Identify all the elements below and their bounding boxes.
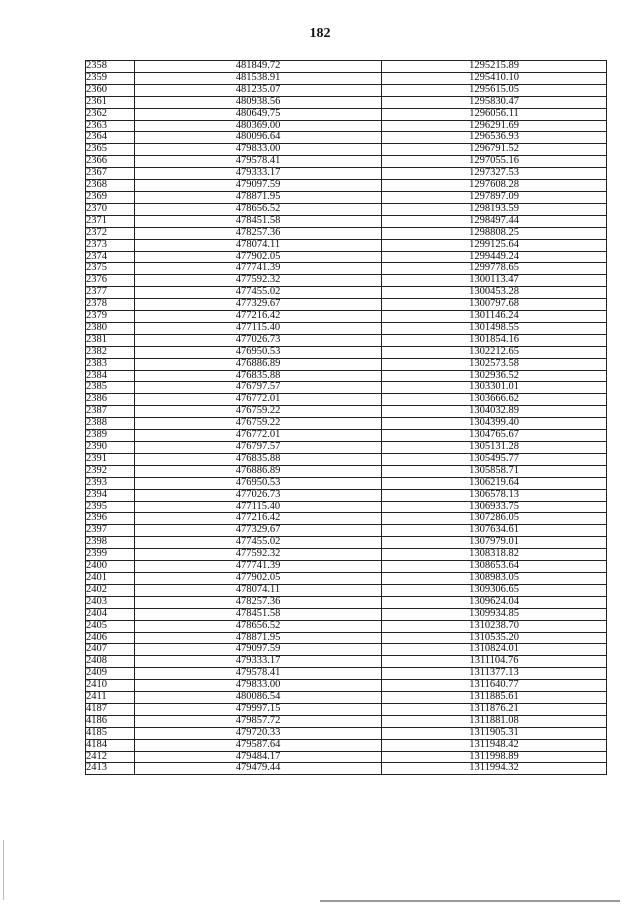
- page-edge-bottom: [320, 900, 620, 902]
- y-coordinate-cell: 1310824.01: [382, 644, 607, 656]
- x-coordinate-cell: 479587.64: [135, 739, 382, 751]
- table-row: [86, 394, 607, 406]
- point-number-cell: 2381: [86, 334, 135, 346]
- y-coordinate-cell: 1307286.05: [382, 513, 607, 525]
- page-edge-left: [3, 840, 4, 900]
- y-coordinate-cell: 1310238.70: [382, 620, 607, 632]
- y-coordinate-cell: 1306219.64: [382, 477, 607, 489]
- page-number: 182: [309, 26, 331, 41]
- point-number-cell: 2373: [86, 239, 135, 251]
- point-number-cell: 2396: [86, 513, 135, 525]
- y-coordinate-cell: 1304032.89: [382, 406, 607, 418]
- y-coordinate-cell: 1301854.16: [382, 334, 607, 346]
- table-row: [86, 108, 607, 120]
- y-coordinate-cell: 1304765.67: [382, 430, 607, 442]
- x-coordinate-cell: 481538.91: [135, 72, 382, 84]
- x-coordinate-cell: 478074.11: [135, 584, 382, 596]
- point-number-cell: 2358: [86, 61, 135, 73]
- y-coordinate-cell: 1311885.61: [382, 692, 607, 704]
- x-coordinate-cell: 479578.41: [135, 156, 382, 168]
- table-row: [86, 382, 607, 394]
- point-number-cell: 4185: [86, 727, 135, 739]
- y-coordinate-cell: 1308653.64: [382, 561, 607, 573]
- point-number-cell: 2391: [86, 453, 135, 465]
- y-coordinate-cell: 1303301.01: [382, 382, 607, 394]
- table-row: [86, 239, 607, 251]
- x-coordinate-cell: 476835.88: [135, 453, 382, 465]
- x-coordinate-cell: 479333.17: [135, 168, 382, 180]
- point-number-cell: 2401: [86, 572, 135, 584]
- x-coordinate-cell: 476772.01: [135, 430, 382, 442]
- point-number-cell: 2413: [86, 763, 135, 775]
- table-row: [86, 608, 607, 620]
- x-coordinate-cell: 478871.95: [135, 632, 382, 644]
- x-coordinate-cell: 479484.17: [135, 751, 382, 763]
- table-row: [86, 739, 607, 751]
- x-coordinate-cell: 476797.57: [135, 442, 382, 454]
- point-number-cell: 2390: [86, 442, 135, 454]
- table-row: [86, 191, 607, 203]
- table-row: [86, 668, 607, 680]
- y-coordinate-cell: 1297608.28: [382, 180, 607, 192]
- table-row: [86, 358, 607, 370]
- x-coordinate-cell: 479097.59: [135, 180, 382, 192]
- table-row: [86, 715, 607, 727]
- x-coordinate-cell: 481849.72: [135, 61, 382, 73]
- y-coordinate-cell: 1302573.58: [382, 358, 607, 370]
- point-number-cell: 2363: [86, 120, 135, 132]
- y-coordinate-cell: 1295830.47: [382, 96, 607, 108]
- table-row: [86, 299, 607, 311]
- table-row: [86, 692, 607, 704]
- y-coordinate-cell: 1295615.05: [382, 84, 607, 96]
- y-coordinate-cell: 1300453.28: [382, 287, 607, 299]
- x-coordinate-cell: 480369.00: [135, 120, 382, 132]
- y-coordinate-cell: 1308318.82: [382, 549, 607, 561]
- y-coordinate-cell: 1297327.53: [382, 168, 607, 180]
- x-coordinate-cell: 477329.67: [135, 299, 382, 311]
- x-coordinate-cell: 479833.00: [135, 680, 382, 692]
- table-row: [86, 120, 607, 132]
- point-number-cell: 2402: [86, 584, 135, 596]
- x-coordinate-cell: 477741.39: [135, 561, 382, 573]
- point-number-cell: 2389: [86, 430, 135, 442]
- y-coordinate-cell: 1299449.24: [382, 251, 607, 263]
- point-number-cell: 2371: [86, 215, 135, 227]
- y-coordinate-cell: 1309934.85: [382, 608, 607, 620]
- point-number-cell: 2379: [86, 311, 135, 323]
- table-row: [86, 168, 607, 180]
- point-number-cell: 2400: [86, 561, 135, 573]
- point-number-cell: 2374: [86, 251, 135, 263]
- point-number-cell: 2362: [86, 108, 135, 120]
- y-coordinate-cell: 1296056.11: [382, 108, 607, 120]
- point-number-cell: 2398: [86, 537, 135, 549]
- point-number-cell: 2375: [86, 263, 135, 275]
- y-coordinate-cell: 1295410.10: [382, 72, 607, 84]
- y-coordinate-cell: 1311104.76: [382, 656, 607, 668]
- table-row: [86, 311, 607, 323]
- x-coordinate-cell: 477455.02: [135, 287, 382, 299]
- y-coordinate-cell: 1311640.77: [382, 680, 607, 692]
- x-coordinate-cell: 477329.67: [135, 525, 382, 537]
- x-coordinate-cell: 477592.32: [135, 275, 382, 287]
- point-number-cell: 2404: [86, 608, 135, 620]
- y-coordinate-cell: 1298497.44: [382, 215, 607, 227]
- point-number-cell: 2407: [86, 644, 135, 656]
- point-number-cell: 2386: [86, 394, 135, 406]
- y-coordinate-cell: 1311876.21: [382, 703, 607, 715]
- x-coordinate-cell: 477216.42: [135, 311, 382, 323]
- y-coordinate-cell: 1310535.20: [382, 632, 607, 644]
- x-coordinate-cell: 479333.17: [135, 656, 382, 668]
- y-coordinate-cell: 1305495.77: [382, 453, 607, 465]
- x-coordinate-cell: 477115.40: [135, 322, 382, 334]
- table-row: [86, 251, 607, 263]
- point-number-cell: 2405: [86, 620, 135, 632]
- x-coordinate-cell: 477455.02: [135, 537, 382, 549]
- y-coordinate-cell: 1298808.25: [382, 227, 607, 239]
- point-number-cell: 2377: [86, 287, 135, 299]
- point-number-cell: 2378: [86, 299, 135, 311]
- point-number-cell: 2372: [86, 227, 135, 239]
- table-row: [86, 132, 607, 144]
- y-coordinate-cell: 1305858.71: [382, 465, 607, 477]
- point-number-cell: 2411: [86, 692, 135, 704]
- point-number-cell: 2361: [86, 96, 135, 108]
- x-coordinate-cell: 477026.73: [135, 489, 382, 501]
- table-row: [86, 501, 607, 513]
- x-coordinate-cell: 476950.53: [135, 346, 382, 358]
- y-coordinate-cell: 1306578.13: [382, 489, 607, 501]
- table-row: [86, 227, 607, 239]
- y-coordinate-cell: 1299125.64: [382, 239, 607, 251]
- point-number-cell: 2376: [86, 275, 135, 287]
- y-coordinate-cell: 1304399.40: [382, 418, 607, 430]
- coordinates-table: [85, 60, 607, 775]
- y-coordinate-cell: 1311994.32: [382, 763, 607, 775]
- point-number-cell: 2392: [86, 465, 135, 477]
- table-row: [86, 215, 607, 227]
- y-coordinate-cell: 1297897.09: [382, 191, 607, 203]
- table-row: [86, 703, 607, 715]
- y-coordinate-cell: 1296291.69: [382, 120, 607, 132]
- table-row: [86, 477, 607, 489]
- x-coordinate-cell: 477216.42: [135, 513, 382, 525]
- y-coordinate-cell: 1308983.05: [382, 572, 607, 584]
- table-row: [86, 549, 607, 561]
- table-row: [86, 751, 607, 763]
- point-number-cell: 2406: [86, 632, 135, 644]
- table-row: [86, 156, 607, 168]
- table-row: [86, 680, 607, 692]
- y-coordinate-cell: 1302212.65: [382, 346, 607, 358]
- table-row: [86, 275, 607, 287]
- x-coordinate-cell: 478257.36: [135, 227, 382, 239]
- table-row: [86, 763, 607, 775]
- point-number-cell: 2385: [86, 382, 135, 394]
- point-number-cell: 2388: [86, 418, 135, 430]
- x-coordinate-cell: 479720.33: [135, 727, 382, 739]
- y-coordinate-cell: 1306933.75: [382, 501, 607, 513]
- y-coordinate-cell: 1302936.52: [382, 370, 607, 382]
- x-coordinate-cell: 479479.44: [135, 763, 382, 775]
- y-coordinate-cell: 1311881.08: [382, 715, 607, 727]
- y-coordinate-cell: 1311998.89: [382, 751, 607, 763]
- point-number-cell: 2364: [86, 132, 135, 144]
- y-coordinate-cell: 1296791.52: [382, 144, 607, 156]
- y-coordinate-cell: 1298193.59: [382, 203, 607, 215]
- y-coordinate-cell: 1309306.65: [382, 584, 607, 596]
- x-coordinate-cell: 476797.57: [135, 382, 382, 394]
- point-number-cell: 2383: [86, 358, 135, 370]
- point-number-cell: 2399: [86, 549, 135, 561]
- y-coordinate-cell: 1303666.62: [382, 394, 607, 406]
- x-coordinate-cell: 478656.52: [135, 203, 382, 215]
- y-coordinate-cell: 1311948.42: [382, 739, 607, 751]
- y-coordinate-cell: 1301146.24: [382, 311, 607, 323]
- point-number-cell: 2384: [86, 370, 135, 382]
- point-number-cell: 4187: [86, 703, 135, 715]
- x-coordinate-cell: 479097.59: [135, 644, 382, 656]
- x-coordinate-cell: 478257.36: [135, 596, 382, 608]
- x-coordinate-cell: 476950.53: [135, 477, 382, 489]
- table-row: [86, 144, 607, 156]
- table-row: [86, 656, 607, 668]
- y-coordinate-cell: 1307634.61: [382, 525, 607, 537]
- point-number-cell: 4186: [86, 715, 135, 727]
- y-coordinate-cell: 1296536.93: [382, 132, 607, 144]
- point-number-cell: 2409: [86, 668, 135, 680]
- y-coordinate-cell: 1299778.65: [382, 263, 607, 275]
- table-row: [86, 346, 607, 358]
- x-coordinate-cell: 478451.58: [135, 608, 382, 620]
- table-row: [86, 513, 607, 525]
- x-coordinate-cell: 476772.01: [135, 394, 382, 406]
- table-row: [86, 584, 607, 596]
- x-coordinate-cell: 476835.88: [135, 370, 382, 382]
- y-coordinate-cell: 1305131.28: [382, 442, 607, 454]
- y-coordinate-cell: 1311377.13: [382, 668, 607, 680]
- point-number-cell: 2359: [86, 72, 135, 84]
- x-coordinate-cell: 476886.89: [135, 465, 382, 477]
- table-row: [86, 453, 607, 465]
- y-coordinate-cell: 1301498.55: [382, 322, 607, 334]
- table-row: [86, 489, 607, 501]
- y-coordinate-cell: 1300797.68: [382, 299, 607, 311]
- table-row: [86, 96, 607, 108]
- y-coordinate-cell: 1309624.04: [382, 596, 607, 608]
- point-number-cell: 2370: [86, 203, 135, 215]
- x-coordinate-cell: 480096.64: [135, 132, 382, 144]
- table-row: [86, 334, 607, 346]
- x-coordinate-cell: 479857.72: [135, 715, 382, 727]
- y-coordinate-cell: 1307979.01: [382, 537, 607, 549]
- point-number-cell: 2393: [86, 477, 135, 489]
- x-coordinate-cell: 479833.00: [135, 144, 382, 156]
- point-number-cell: 2382: [86, 346, 135, 358]
- table-row: [86, 203, 607, 215]
- point-number-cell: 4184: [86, 739, 135, 751]
- x-coordinate-cell: 477741.39: [135, 263, 382, 275]
- point-number-cell: 2412: [86, 751, 135, 763]
- point-number-cell: 2365: [86, 144, 135, 156]
- x-coordinate-cell: 478871.95: [135, 191, 382, 203]
- x-coordinate-cell: 479578.41: [135, 668, 382, 680]
- table-row: [86, 525, 607, 537]
- point-number-cell: 2397: [86, 525, 135, 537]
- table-row: [86, 84, 607, 96]
- table-row: [86, 287, 607, 299]
- table-row: [86, 263, 607, 275]
- point-number-cell: 2408: [86, 656, 135, 668]
- x-coordinate-cell: 477902.05: [135, 251, 382, 263]
- table-row: [86, 596, 607, 608]
- y-coordinate-cell: 1297055.16: [382, 156, 607, 168]
- table-row: [86, 537, 607, 549]
- x-coordinate-cell: 480938.56: [135, 96, 382, 108]
- table-row: [86, 61, 607, 73]
- table-row: [86, 572, 607, 584]
- table-row: [86, 322, 607, 334]
- x-coordinate-cell: 476759.22: [135, 418, 382, 430]
- table-row: [86, 727, 607, 739]
- point-number-cell: 2367: [86, 168, 135, 180]
- table-row: [86, 72, 607, 84]
- table-row: [86, 418, 607, 430]
- x-coordinate-cell: 480086.54: [135, 692, 382, 704]
- point-number-cell: 2360: [86, 84, 135, 96]
- point-number-cell: 2368: [86, 180, 135, 192]
- table-row: [86, 644, 607, 656]
- point-number-cell: 2395: [86, 501, 135, 513]
- point-number-cell: 2394: [86, 489, 135, 501]
- x-coordinate-cell: 478451.58: [135, 215, 382, 227]
- table-row: [86, 430, 607, 442]
- y-coordinate-cell: 1300113.47: [382, 275, 607, 287]
- x-coordinate-cell: 477026.73: [135, 334, 382, 346]
- table-row: [86, 180, 607, 192]
- table-row: [86, 561, 607, 573]
- table-row: [86, 442, 607, 454]
- table-row: [86, 632, 607, 644]
- x-coordinate-cell: 478656.52: [135, 620, 382, 632]
- point-number-cell: 2380: [86, 322, 135, 334]
- y-coordinate-cell: 1311905.31: [382, 727, 607, 739]
- point-number-cell: 2403: [86, 596, 135, 608]
- x-coordinate-cell: 480649.75: [135, 108, 382, 120]
- point-number-cell: 2387: [86, 406, 135, 418]
- y-coordinate-cell: 1295215.89: [382, 61, 607, 73]
- table-row: [86, 620, 607, 632]
- x-coordinate-cell: 476886.89: [135, 358, 382, 370]
- table-row: [86, 370, 607, 382]
- point-number-cell: 2366: [86, 156, 135, 168]
- coordinates-table-body: [86, 61, 607, 775]
- point-number-cell: 2369: [86, 191, 135, 203]
- x-coordinate-cell: 478074.11: [135, 239, 382, 251]
- x-coordinate-cell: 479997.15: [135, 703, 382, 715]
- x-coordinate-cell: 477902.05: [135, 572, 382, 584]
- x-coordinate-cell: 476759.22: [135, 406, 382, 418]
- table-row: [86, 465, 607, 477]
- x-coordinate-cell: 481235.07: [135, 84, 382, 96]
- point-number-cell: 2410: [86, 680, 135, 692]
- x-coordinate-cell: 477115.40: [135, 501, 382, 513]
- table-row: [86, 406, 607, 418]
- x-coordinate-cell: 477592.32: [135, 549, 382, 561]
